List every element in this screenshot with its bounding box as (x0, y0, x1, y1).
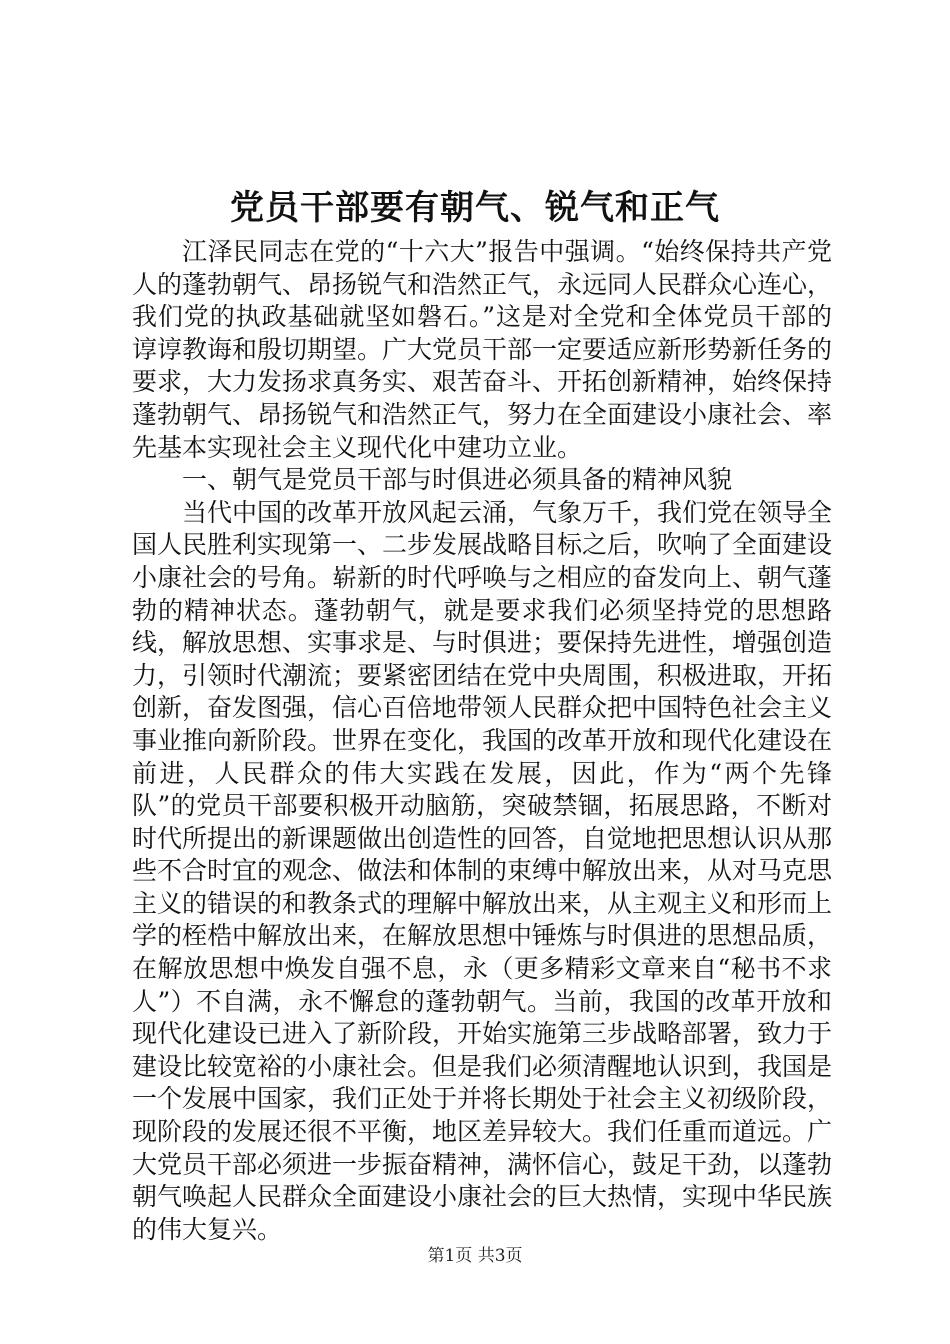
page-footer: 第1页 共3页 (427, 1246, 523, 1266)
section-paragraph-1: 当代中国的改革开放风起云涌，气象万千，我们党在领导全国人民胜利实现第一、二步发展战略目标之后，吹响了全面建设小康社会的号角。崭新的时代呼唤与之相应的奋发向上、朝气蓬勃的精神状态。蓬勃朝气，就是要求我们必须坚持党的思想路线，解放思想、实事求是、与时俱进；要保持先进性，增强创造力，引领时代潮流；要紧密团结在党中央周围，积极进取，开拓创新，奋发图强，信心百倍地带领人民群众把中国特色社会主义事业推向新阶段。世界在变化，我国的改革开放和现代化建设在前进，人民群众的伟大实践在发展，因此，作为“两个先锋队”的党员干部要积极开动脑筋，突破禁锢，拓展思路，不断对时代所提出的新课题做出创造性的回答，自觉地把思想认识从那些不合时宜的观念、做法和体制的束缚中解放出来，从对马克思主义的错误的和教条式的理解中解放出来，从主观主义和形而上学的桎梏中解放出来，在解放思想中锤炼与时俱进的思想品质，在解放思想中焕发自强不息，永（更多精彩文章来自“秘书不求人”）不自满，永不懈怠的蓬勃朝气。当前，我国的改革开放和现代化建设已进入了新阶段，开始实施第三步战略部署，致力于建设比较宽裕的小康社会。但是我们必须清醒地认识到，我国是一个发展中国家，我们正处于并将长期处于社会主义初级阶段，现阶段的发展还很不平衡，地区差异较大。我们任重而道远。广大党员干部必须进一步振奋精神，满怀信心，鼓足干劲，以蓬勃朝气唤起人民群众全面建设小康社会的巨大热情，实现中华民族的伟大复兴。 (132, 497, 833, 1244)
intro-paragraph: 江泽民同志在党的“十六大”报告中强调。“始终保持共产党人的蓬勃朝气、昂扬锐气和浩然正气，永远同人民群众心连心，我们党的执政基础就坚如磐石。”这是对全党和全体党员干部的谆谆教诲和殷切期望。广大党员干部一定要适应新形势新任务的要求，大力发扬求真务实、艰苦奋斗、开拓创新精神，始终保持蓬勃朝气、昂扬锐气和浩然正气，努力在全面建设小康社会、率先基本实现社会主义现代化中建功立业。 (132, 237, 833, 462)
section-heading-1: 一、朝气是党员干部与时俱进必须具备的精神风貌 (182, 465, 733, 495)
document-title: 党员干部要有朝气、锐气和正气 (230, 188, 720, 228)
document-body (132, 236, 832, 1246)
